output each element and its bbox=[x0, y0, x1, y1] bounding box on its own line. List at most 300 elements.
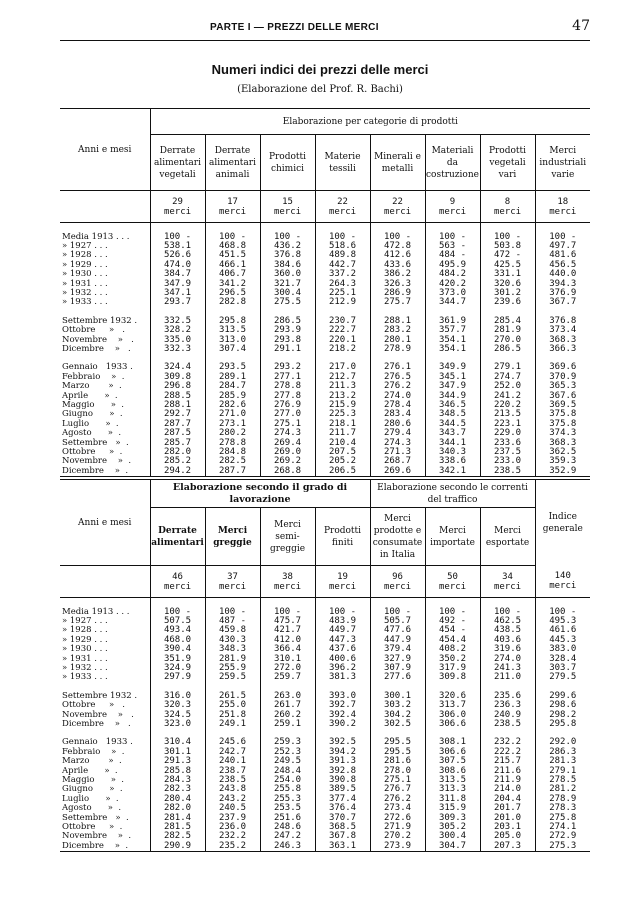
row-label: Gennaio 1933 . bbox=[62, 737, 133, 748]
row-label: » 1933 . . . bbox=[62, 297, 108, 308]
data-cell: 279.5 bbox=[535, 673, 590, 682]
row-label: » 1932 . . . bbox=[62, 662, 108, 673]
data-cell: 275.5 bbox=[260, 298, 315, 307]
merci-count-number: 96 bbox=[392, 571, 403, 582]
data-cell: 376.8 bbox=[260, 251, 315, 260]
data-cell: 288.1 bbox=[370, 317, 425, 326]
data-cell: 354.1 bbox=[425, 345, 480, 354]
data-cell: 292.0 bbox=[535, 738, 590, 747]
data-cell: 277.8 bbox=[260, 392, 315, 401]
header-rule bbox=[60, 40, 590, 41]
data-cell: 365.3 bbox=[535, 382, 590, 391]
group-header: Elaborazione per categorie di prodotti bbox=[150, 109, 590, 135]
merci-count-label: merci bbox=[163, 206, 192, 217]
data-cell: 425.5 bbox=[480, 261, 535, 270]
data-cell: 284.7 bbox=[205, 382, 260, 391]
data-cell: 259.7 bbox=[260, 673, 315, 682]
merci-count-number: 19 bbox=[337, 571, 348, 582]
merci-count bbox=[315, 191, 370, 223]
data-cell: 313.0 bbox=[205, 336, 260, 345]
data-cell: 252.0 bbox=[480, 382, 535, 391]
row-label: Novembre » . bbox=[62, 709, 134, 720]
data-cell: 260.2 bbox=[260, 711, 315, 720]
data-cell: 261.7 bbox=[260, 701, 315, 710]
data-cell: 351.9 bbox=[150, 655, 205, 664]
data-cell: 468.8 bbox=[205, 242, 260, 251]
data-cell: 307.4 bbox=[205, 345, 260, 354]
data-cell: 249.1 bbox=[205, 720, 260, 729]
data-cell: 278.4 bbox=[370, 401, 425, 410]
data-cell: 363.1 bbox=[315, 842, 370, 852]
group-header-lavorazione: Elaborazione secondo il grado di lavorazione bbox=[150, 480, 370, 508]
data-cell: 274.0 bbox=[370, 392, 425, 401]
row-label: Giugno » . bbox=[62, 409, 123, 420]
row-label: Media 1913 . . . bbox=[62, 606, 130, 617]
merci-count bbox=[370, 566, 425, 598]
spacer-cell bbox=[370, 223, 425, 233]
data-cell: 484 - bbox=[425, 251, 480, 260]
data-cell: 211.3 bbox=[315, 382, 370, 391]
data-cell: 269.2 bbox=[260, 457, 315, 466]
row-label: Luglio » . bbox=[62, 418, 119, 429]
spacer-cell bbox=[535, 598, 590, 608]
merci-count-number: 38 bbox=[282, 571, 293, 582]
table-row bbox=[60, 673, 590, 682]
data-cell: 276.2 bbox=[370, 795, 425, 804]
spacer-cell bbox=[370, 598, 425, 608]
data-cell: 430.3 bbox=[205, 636, 260, 645]
merci-count-label: merci bbox=[163, 581, 192, 592]
data-cell: 438.5 bbox=[480, 626, 535, 635]
data-cell: 212.9 bbox=[315, 298, 370, 307]
data-cell: 255.9 bbox=[205, 664, 260, 673]
column-header: Derrate alimentari bbox=[150, 508, 205, 566]
data-cell: 346.5 bbox=[425, 401, 480, 410]
data-cell: 100 - bbox=[425, 608, 480, 617]
row-label: Novembre » . bbox=[62, 831, 132, 842]
data-cell: 392.5 bbox=[315, 738, 370, 747]
data-cell: 376.8 bbox=[535, 317, 590, 326]
data-cell: 272.0 bbox=[260, 664, 315, 673]
data-cell: 389.5 bbox=[315, 785, 370, 794]
row-label: » 1932 . . . bbox=[62, 287, 108, 298]
data-cell: 286.5 bbox=[260, 317, 315, 326]
spacer-cell bbox=[425, 223, 480, 233]
data-cell: 390.2 bbox=[315, 720, 370, 729]
data-cell: 357.7 bbox=[425, 326, 480, 335]
data-cell: 563 - bbox=[425, 242, 480, 251]
data-cell: 274.3 bbox=[370, 439, 425, 448]
data-cell: 345.1 bbox=[425, 373, 480, 382]
data-cell: 283.2 bbox=[370, 326, 425, 335]
merci-count-number: 18 bbox=[557, 196, 569, 207]
merci-count bbox=[480, 191, 535, 223]
data-cell: 368.3 bbox=[535, 336, 590, 345]
table-row bbox=[60, 467, 590, 477]
data-cell: 272.9 bbox=[535, 832, 590, 841]
data-cell: 421.7 bbox=[260, 626, 315, 635]
merci-count-label: merci bbox=[438, 581, 467, 592]
merci-count-label: merci bbox=[493, 581, 522, 592]
row-label: Luglio » . bbox=[62, 793, 119, 804]
spacer-cell bbox=[315, 223, 370, 233]
data-cell: 100 - bbox=[480, 233, 535, 242]
merci-count-number: 29 bbox=[172, 196, 183, 207]
column-header: Prodotti chimici bbox=[260, 135, 315, 191]
data-cell: 233.6 bbox=[480, 439, 535, 448]
data-cell: 236.0 bbox=[205, 823, 260, 832]
data-cell: 222.7 bbox=[315, 326, 370, 335]
data-cell: 362.5 bbox=[535, 448, 590, 457]
data-cell: 235.2 bbox=[205, 842, 260, 852]
data-cell: 293.5 bbox=[205, 363, 260, 372]
table-row bbox=[60, 345, 590, 354]
row-label: Settembre 1932 . bbox=[62, 690, 138, 701]
merci-count-label: merci bbox=[328, 581, 357, 592]
data-cell: 472 - bbox=[480, 251, 535, 260]
data-cell: 285.9 bbox=[205, 392, 260, 401]
data-cell: 332.3 bbox=[150, 345, 205, 354]
data-cell: 263.0 bbox=[260, 692, 315, 701]
data-cell: 303.2 bbox=[370, 701, 425, 710]
data-cell: 505.7 bbox=[370, 617, 425, 626]
data-cell: 269.0 bbox=[260, 448, 315, 457]
spacer-cell bbox=[205, 598, 260, 608]
spacer-cell bbox=[150, 223, 205, 233]
data-cell: 100 - bbox=[370, 233, 425, 242]
data-cell: 274.1 bbox=[535, 823, 590, 832]
data-cell: 320.3 bbox=[150, 701, 205, 710]
data-cell: 215.7 bbox=[480, 757, 535, 766]
data-cell: 246.3 bbox=[260, 842, 315, 852]
data-cell: 340.3 bbox=[425, 448, 480, 457]
data-cell: 298.2 bbox=[535, 711, 590, 720]
data-cell: 295.8 bbox=[535, 720, 590, 729]
data-cell: 280.6 bbox=[370, 420, 425, 429]
data-cell: 323.0 bbox=[150, 720, 205, 729]
data-cell: 481.6 bbox=[535, 251, 590, 260]
data-cell: 269.6 bbox=[370, 467, 425, 477]
data-cell: 412.0 bbox=[260, 636, 315, 645]
data-cell: 344.1 bbox=[425, 439, 480, 448]
data-cell: 367.8 bbox=[315, 832, 370, 841]
data-cell: 303.7 bbox=[535, 664, 590, 673]
data-cell: 347.9 bbox=[150, 280, 205, 289]
data-cell: 393.0 bbox=[315, 692, 370, 701]
data-cell: 311.8 bbox=[425, 795, 480, 804]
data-cell: 332.5 bbox=[150, 317, 205, 326]
data-cell: 259.5 bbox=[205, 673, 260, 682]
data-cell: 211.6 bbox=[480, 767, 535, 776]
data-cell: 350.2 bbox=[425, 655, 480, 664]
data-cell: 225.1 bbox=[315, 289, 370, 298]
data-cell: 347.1 bbox=[150, 289, 205, 298]
data-cell: 247.2 bbox=[260, 832, 315, 841]
data-cell: 379.4 bbox=[370, 645, 425, 654]
spacer-cell bbox=[535, 223, 590, 233]
section-spacer bbox=[60, 598, 590, 608]
data-cell: 282.6 bbox=[205, 401, 260, 410]
merci-count-number: 34 bbox=[502, 571, 513, 582]
data-cell: 242.7 bbox=[205, 748, 260, 757]
data-cell: 328.4 bbox=[535, 655, 590, 664]
column-header: Derrate alimentari animali bbox=[205, 135, 260, 191]
data-cell: 296.5 bbox=[205, 289, 260, 298]
row-label: » 1930 . . . bbox=[62, 269, 108, 280]
data-cell: 286.5 bbox=[480, 345, 535, 354]
row-label: » 1929 . . . bbox=[62, 259, 108, 270]
data-cell: 207.3 bbox=[480, 842, 535, 852]
data-cell: 240.1 bbox=[205, 757, 260, 766]
data-cell: 392.4 bbox=[315, 711, 370, 720]
data-cell: 447.9 bbox=[370, 636, 425, 645]
data-cell: 454 - bbox=[425, 626, 480, 635]
data-cell: 408.2 bbox=[425, 645, 480, 654]
data-cell: 277.6 bbox=[370, 673, 425, 682]
data-cell: 324.9 bbox=[150, 664, 205, 673]
column-header: Merci industriali varie bbox=[535, 135, 590, 191]
data-cell: 343.7 bbox=[425, 429, 480, 438]
data-cell: 298.6 bbox=[535, 701, 590, 710]
data-cell: 442.7 bbox=[315, 261, 370, 270]
data-cell: 440.0 bbox=[535, 270, 590, 279]
data-cell: 301.2 bbox=[480, 289, 535, 298]
data-cell: 337.2 bbox=[315, 270, 370, 279]
data-cell: 274.3 bbox=[260, 429, 315, 438]
column-header: Merci importate bbox=[425, 508, 480, 566]
merci-count-label: merci bbox=[218, 581, 247, 592]
data-cell: 367.6 bbox=[535, 392, 590, 401]
data-cell: 390.4 bbox=[150, 645, 205, 654]
data-cell: 249.5 bbox=[260, 757, 315, 766]
row-label: Ottobre » . bbox=[62, 700, 125, 711]
data-cell: 447.3 bbox=[315, 636, 370, 645]
data-cell: 462.5 bbox=[480, 617, 535, 626]
data-cell: 255.0 bbox=[205, 701, 260, 710]
data-cell: 238.5 bbox=[480, 467, 535, 477]
data-cell: 352.9 bbox=[535, 467, 590, 477]
data-cell: 291.1 bbox=[260, 345, 315, 354]
data-cell: 100 - bbox=[150, 233, 205, 242]
data-cell: 278.9 bbox=[535, 795, 590, 804]
data-cell: 100 - bbox=[480, 608, 535, 617]
data-cell: 392.7 bbox=[315, 701, 370, 710]
data-cell: 218.2 bbox=[315, 345, 370, 354]
data-cell: 300.1 bbox=[370, 692, 425, 701]
row-label: » 1927 . . . bbox=[62, 240, 108, 251]
data-cell: 276.7 bbox=[370, 785, 425, 794]
row-label: Dicembre » . bbox=[60, 467, 150, 477]
data-cell: 394.3 bbox=[535, 280, 590, 289]
data-cell: 287.7 bbox=[150, 420, 205, 429]
data-cell: 281.3 bbox=[535, 757, 590, 766]
data-cell: 211.9 bbox=[480, 776, 535, 785]
data-cell: 282.8 bbox=[205, 298, 260, 307]
merci-count-label: merci bbox=[383, 206, 412, 217]
data-cell: 386.2 bbox=[370, 270, 425, 279]
data-cell: 394.2 bbox=[315, 748, 370, 757]
data-cell: 100 - bbox=[260, 608, 315, 617]
data-cell: 349.9 bbox=[425, 363, 480, 372]
data-cell: 232.2 bbox=[205, 832, 260, 841]
row-label: Maggio » . bbox=[62, 775, 125, 785]
column-header: Indice generale bbox=[535, 480, 590, 566]
data-cell: 217.0 bbox=[315, 363, 370, 372]
data-cell: 304.7 bbox=[425, 842, 480, 852]
data-cell: 375.8 bbox=[535, 410, 590, 419]
data-cell: 360.0 bbox=[260, 270, 315, 279]
data-cell: 495.9 bbox=[425, 261, 480, 270]
data-cell: 100 - bbox=[205, 608, 260, 617]
merci-count bbox=[260, 566, 315, 598]
data-cell: 211.7 bbox=[315, 429, 370, 438]
data-cell: 306.0 bbox=[425, 711, 480, 720]
data-cell: 384.7 bbox=[150, 270, 205, 279]
data-cell: 277.0 bbox=[260, 410, 315, 419]
row-label: Marzo » . bbox=[62, 756, 122, 767]
row-label: Novembre » . bbox=[62, 334, 134, 345]
merci-count-number: 17 bbox=[227, 196, 238, 207]
spacer-cell bbox=[60, 223, 150, 233]
merci-count bbox=[425, 191, 480, 223]
data-cell: 474.0 bbox=[150, 261, 205, 270]
merci-count-label: merci bbox=[438, 206, 467, 217]
data-cell: 207.5 bbox=[315, 448, 370, 457]
data-cell: 354.1 bbox=[425, 336, 480, 345]
data-cell: 420.2 bbox=[425, 280, 480, 289]
row-label: Settembre » . bbox=[62, 437, 129, 448]
data-cell: 296.8 bbox=[150, 382, 205, 391]
data-cell: 275.8 bbox=[535, 814, 590, 823]
data-cell: 280.4 bbox=[150, 795, 205, 804]
data-cell: 341.2 bbox=[205, 280, 260, 289]
data-cell: 225.3 bbox=[315, 410, 370, 419]
data-cell: 324.5 bbox=[150, 711, 205, 720]
data-cell: 276.1 bbox=[370, 363, 425, 372]
data-cell: 237.5 bbox=[480, 448, 535, 457]
data-cell: 436.2 bbox=[260, 242, 315, 251]
data-cell: 100 - bbox=[370, 608, 425, 617]
spacer-cell bbox=[260, 223, 315, 233]
data-cell: 321.7 bbox=[260, 280, 315, 289]
merci-count bbox=[535, 566, 590, 598]
merci-count-number: 140 bbox=[554, 571, 571, 582]
data-cell: 223.1 bbox=[480, 420, 535, 429]
row-label: » 1927 . . . bbox=[62, 615, 108, 626]
data-cell: 306.6 bbox=[425, 748, 480, 757]
data-cell: 305.2 bbox=[425, 823, 480, 832]
table-row bbox=[60, 298, 590, 307]
data-cell: 369.6 bbox=[535, 363, 590, 372]
spacer-cell bbox=[150, 598, 205, 608]
data-cell: 313.5 bbox=[205, 326, 260, 335]
data-cell: 342.1 bbox=[425, 467, 480, 477]
data-cell: 264.3 bbox=[315, 280, 370, 289]
data-cell: 278.9 bbox=[370, 345, 425, 354]
data-cell: 269.4 bbox=[260, 439, 315, 448]
row-label: Maggio » . bbox=[62, 400, 125, 410]
data-cell: 280.1 bbox=[370, 336, 425, 345]
data-cell: 361.9 bbox=[425, 317, 480, 326]
data-cell: 317.9 bbox=[425, 664, 480, 673]
data-cell: 403.6 bbox=[480, 636, 535, 645]
row-label: Giugno » . bbox=[62, 784, 123, 795]
data-cell: 255.3 bbox=[260, 795, 315, 804]
group-header-traffico: Elaborazione secondo le correnti del traffico bbox=[370, 480, 535, 508]
data-cell: 281.5 bbox=[150, 823, 205, 832]
data-cell: 310.4 bbox=[150, 738, 205, 747]
data-cell: 252.3 bbox=[260, 748, 315, 757]
column-header: Derrate alimentari vegetali bbox=[150, 135, 205, 191]
data-cell: 273.1 bbox=[205, 420, 260, 429]
data-cell: 518.6 bbox=[315, 242, 370, 251]
data-cell: 201.7 bbox=[480, 804, 535, 813]
data-cell: 300.4 bbox=[260, 289, 315, 298]
data-cell: 282.5 bbox=[150, 832, 205, 841]
data-cell: 100 - bbox=[150, 608, 205, 617]
merci-count bbox=[150, 191, 205, 223]
section-spacer bbox=[60, 223, 590, 233]
spacer-cell bbox=[315, 598, 370, 608]
data-cell: 279.1 bbox=[535, 767, 590, 776]
data-cell: 238.5 bbox=[205, 776, 260, 785]
data-cell: 370.7 bbox=[315, 814, 370, 823]
data-cell: 315.9 bbox=[425, 804, 480, 813]
row-label: » 1930 . . . bbox=[62, 644, 108, 655]
page-title: Numeri indici dei prezzi delle merci bbox=[211, 62, 429, 77]
data-cell: 285.4 bbox=[480, 317, 535, 326]
data-cell: 214.0 bbox=[480, 785, 535, 794]
data-cell: 278.5 bbox=[535, 776, 590, 785]
data-cell: 454.4 bbox=[425, 636, 480, 645]
merci-count-number: 8 bbox=[504, 196, 511, 207]
row-label: Agosto » . bbox=[62, 428, 122, 439]
data-cell: 251.6 bbox=[260, 814, 315, 823]
data-cell: 275.3 bbox=[535, 842, 590, 852]
merci-count-number: 9 bbox=[449, 196, 456, 207]
spacer-cell bbox=[205, 223, 260, 233]
data-cell: 273.9 bbox=[370, 842, 425, 852]
data-cell: 449.7 bbox=[315, 626, 370, 635]
merci-count bbox=[315, 566, 370, 598]
merci-count bbox=[260, 191, 315, 223]
data-cell: 278.8 bbox=[205, 439, 260, 448]
data-cell: 284.3 bbox=[150, 776, 205, 785]
data-cell: 468.0 bbox=[150, 636, 205, 645]
row-label: » 1929 . . . bbox=[62, 634, 108, 645]
data-cell: 400.6 bbox=[315, 655, 370, 664]
data-cell: 326.3 bbox=[370, 280, 425, 289]
data-cell: 376.9 bbox=[535, 289, 590, 298]
data-cell: 335.0 bbox=[150, 336, 205, 345]
data-cell: 218.1 bbox=[315, 420, 370, 429]
data-cell: 220.2 bbox=[480, 401, 535, 410]
data-cell: 307.5 bbox=[425, 757, 480, 766]
row-label: Settembre 1932 . bbox=[62, 315, 138, 326]
column-header: Merci esportate bbox=[480, 508, 535, 566]
data-cell: 271.0 bbox=[205, 410, 260, 419]
data-cell: 309.8 bbox=[150, 373, 205, 382]
data-cell: 282.0 bbox=[150, 804, 205, 813]
data-cell: 275.1 bbox=[260, 420, 315, 429]
data-cell: 320.6 bbox=[425, 692, 480, 701]
data-cell: 369.5 bbox=[535, 401, 590, 410]
data-cell: 456.5 bbox=[535, 261, 590, 270]
table-row bbox=[60, 720, 590, 729]
data-cell: 281.4 bbox=[150, 814, 205, 823]
data-cell: 319.6 bbox=[480, 645, 535, 654]
data-cell: 366.4 bbox=[260, 645, 315, 654]
